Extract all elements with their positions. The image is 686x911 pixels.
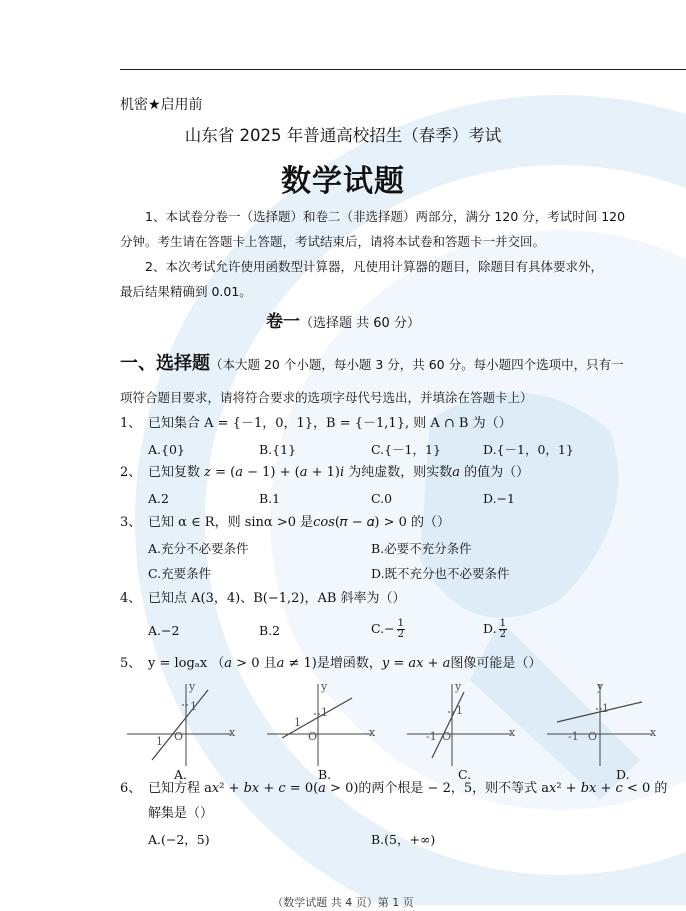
q1-option-b: B.{1} — [259, 442, 297, 457]
q5-option-a: A. — [174, 767, 188, 782]
graph-a-x-label: x — [229, 726, 236, 739]
graph-a-one: 1 — [190, 700, 197, 713]
subject-title: 数学试题 — [281, 164, 405, 199]
graph-a-line — [152, 690, 208, 760]
section-heading — [120, 353, 624, 374]
graph-c-x-label: x — [509, 726, 516, 739]
q4-number: 4、 — [120, 591, 142, 606]
top-rule — [120, 69, 686, 70]
graph-c-line — [432, 692, 464, 758]
graph-b-one: 1 — [321, 706, 328, 719]
graph-d-y-label: y — [597, 680, 604, 693]
note-1-line-1: 1、本试卷分卷一（选择题）和卷二（非选择题）两部分，满分 120 分，考试时间 120 — [145, 209, 626, 224]
graph-b-x-label: x — [369, 726, 376, 739]
q4-option-c-fraction — [397, 619, 405, 640]
q2-option-c: C.0 — [371, 491, 393, 506]
volume-title: 卷一 — [266, 312, 301, 332]
q6-stem: 已知方程 a𝑥² + 𝑏𝑥 + 𝑐 = 0(𝑎 > 0)的两个根是 − 2，5，则不等式 a𝑥² + 𝑏𝑥 + 𝑐 < 0 的 — [148, 781, 668, 796]
q2-number: 2、 — [120, 465, 142, 480]
q2-option-d: D.−1 — [483, 491, 515, 506]
q5-option-c: C. — [458, 767, 472, 782]
q5-number: 5、 — [120, 656, 142, 671]
q4-option-c-label: C.− — [371, 621, 395, 636]
note-2-line-1: 2、本次考试允许使用函数型计算器，凡使用计算器的题目，除题目有具体要求外， — [145, 259, 603, 274]
graph-d-minus-one: -1 — [568, 730, 579, 743]
graph-a-y-label: y — [189, 680, 196, 693]
graph-b-origin: O — [308, 730, 318, 743]
q3-number: 3、 — [120, 515, 142, 530]
q2-option-b: B.1 — [259, 491, 281, 506]
q4-option-d-label: D. — [483, 621, 497, 636]
graph-d-origin: O — [588, 730, 598, 743]
volume-subtitle: （选择题 共 60 分） — [300, 316, 420, 331]
page-footer: （数学试题 共 4 页）第 1 页 — [272, 896, 414, 909]
q4-option-c — [371, 619, 405, 640]
q1-option-d: D.{－1，0，1} — [483, 442, 574, 457]
confidential-mark: 机密★启用前 — [120, 97, 203, 113]
graph-d-x-label: x — [650, 726, 657, 739]
q3-option-b: B.必要不充分条件 — [371, 541, 472, 556]
q3-option-d: D.既不充分也不必要条件 — [371, 566, 510, 581]
section-title: 一、选择题 — [120, 353, 210, 374]
graph-c-origin: O — [442, 730, 452, 743]
graph-b-minus-one: 1 — [294, 716, 301, 729]
q5-graph-a — [122, 678, 237, 768]
graph-b-y-label: y — [321, 680, 328, 693]
section-desc-line-2: 项符合题目要求，请将符合要求的选项字母代号选出，并填涂在答题卡上） — [120, 390, 533, 405]
q6-stem-line-2: 解集是（） — [148, 806, 214, 821]
q2-stem: 已知复数 𝑧 = (𝑎 − 1) + (𝑎 + 1)𝑖 为纯虚数，则实数𝑎 的值为（） — [148, 465, 530, 480]
q6-option-b: B.(5，+∞) — [371, 832, 436, 847]
graph-c-y-label: y — [455, 680, 462, 693]
graph-c-one: 1 — [456, 704, 463, 717]
q3-option-c: C.充要条件 — [148, 566, 212, 581]
q5-stem: y = logₐx （𝑎 > 0 且𝑎 ≠ 1)是增函数，𝑦 = 𝑎𝑥 + 𝑎图像可能是（） — [148, 656, 542, 671]
q4-option-d-fraction — [499, 619, 507, 640]
q1-stem: 已知集合 A = {－1，0，1}，B = {－1,1}, 则 A ∩ B 为（） — [148, 416, 512, 431]
volume-heading — [0, 314, 686, 332]
section-desc-line-1: （本大题 20 个小题，每小题 3 分，共 60 分。每小题四个选项中，只有一 — [210, 357, 624, 372]
q3-option-a: A.充分不必要条件 — [148, 541, 249, 556]
q4-option-d-denominator: 2 — [499, 629, 506, 640]
q1-option-c: C.{－1，1} — [371, 442, 441, 457]
q5-option-b: B. — [318, 767, 332, 782]
q6-number: 6、 — [120, 781, 142, 796]
q4-option-c-denominator: 2 — [397, 629, 404, 640]
q1-option-a: A.{0} — [148, 442, 185, 457]
q4-option-d-numerator: 1 — [499, 618, 506, 629]
q5-graph-b — [262, 678, 377, 768]
note-2-line-2: 最后结果精确到 0.01。 — [120, 284, 252, 299]
q4-option-a: A.−2 — [148, 623, 180, 638]
q6-option-a: A.(−2，5) — [148, 832, 210, 847]
graph-a-origin: O — [174, 730, 184, 743]
q4-option-c-numerator: 1 — [397, 618, 404, 629]
graph-d-one: 1 — [602, 702, 609, 715]
q1-number: 1、 — [120, 416, 142, 431]
graph-a-minus-one: 1 — [156, 735, 163, 748]
exam-title: 山东省 2025 年普通高校招生（春季）考试 — [184, 126, 502, 145]
q2-option-a: A.2 — [148, 491, 169, 506]
q3-stem: 已知 α ∈ R，则 sinα >0 是𝑐𝑜𝑠(𝜋 − 𝛼) > 0 的（） — [148, 515, 451, 530]
note-1-line-2: 分钟。考生请在答题卡上答题，考试结束后，请将本试卷和答题卡一并交回。 — [120, 234, 546, 249]
q5-option-d: D. — [616, 767, 630, 782]
q4-stem: 已知点 A(3，4)、B(−1,2)，AB 斜率为（） — [148, 591, 406, 606]
q4-option-b: B.2 — [259, 623, 281, 638]
q4-option-d — [483, 619, 507, 640]
graph-c-minus-one: -1 — [426, 730, 437, 743]
